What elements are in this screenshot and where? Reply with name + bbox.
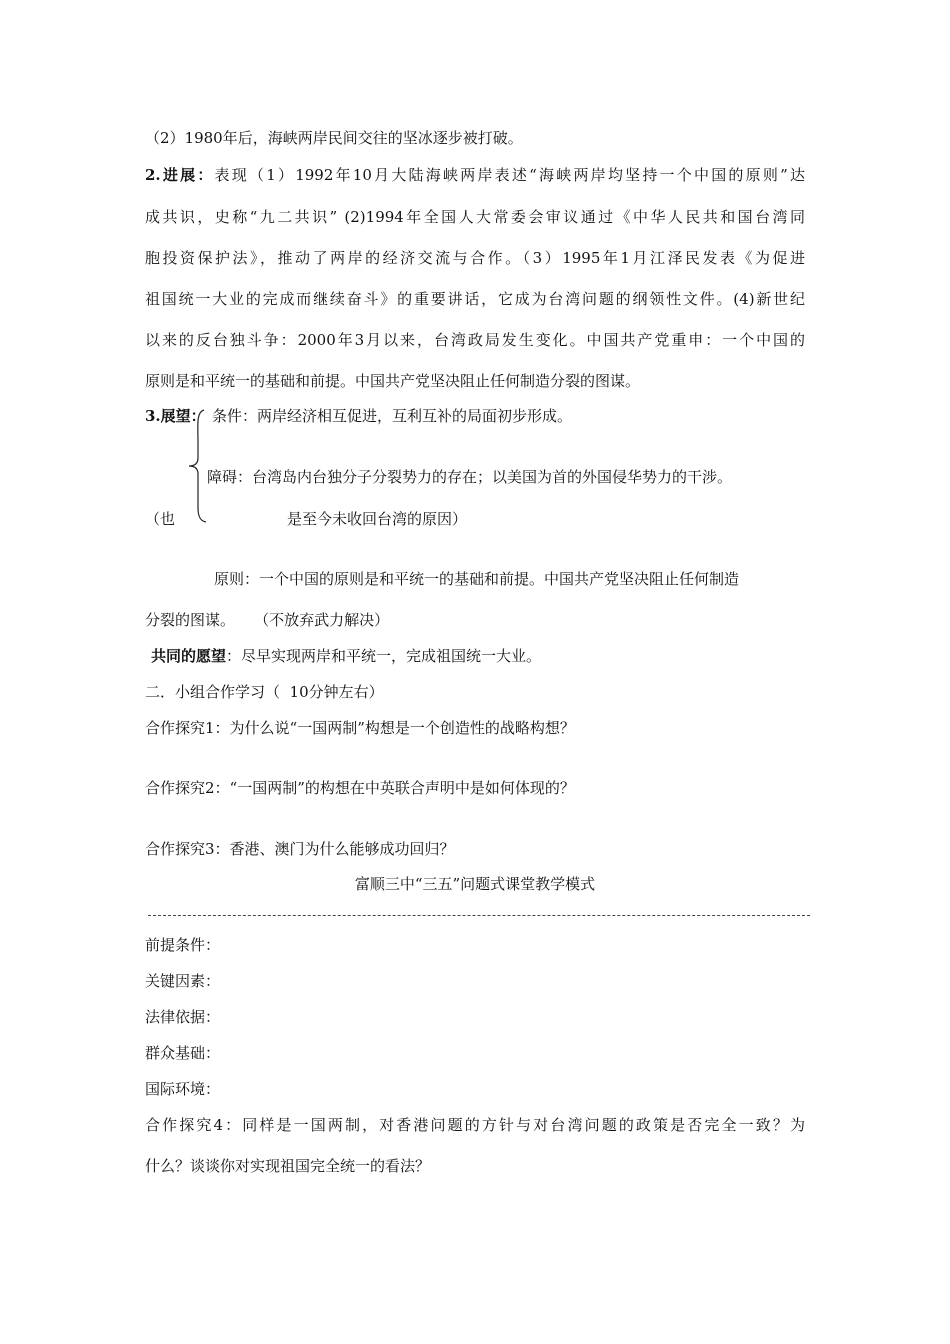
paragraph-line: 是至今未收回台湾的原因） [287, 510, 468, 528]
section-label: 3.展望： [145, 407, 206, 425]
paragraph-line: 条件：两岸经济相互促进，互利互补的局面初步形成。 [212, 407, 573, 425]
paragraph-line: 原则：一个中国的原则是和平统一的基础和前提。中国共产党坚决阻止任何制造 [214, 570, 740, 588]
paragraph-line: （2）1980年后，海峡两岸民间交往的坚冰逐步被打破。 [145, 129, 523, 147]
text-span: ：尽早实现两岸和平统一，完成祖国统一大业。 [226, 647, 542, 665]
paragraph-line [145, 165, 805, 185]
page-header: 富顺三中“三五”问题式课堂教学模式 [354, 875, 596, 893]
answer-field-label: 国际环境： [145, 1080, 221, 1098]
paragraph-line [151, 646, 541, 666]
paragraph-line: 以来的反台独斗争：2000年3月以来，台湾政局发生变化。中国共产党重申：一个中国的 [145, 331, 805, 349]
header-divider [148, 915, 810, 916]
paragraph-line: 障碍：台湾岛内台独分子分裂势力的存在；以美国为首的外国侵华势力的干涉。 [207, 468, 733, 486]
paragraph-line: 原则是和平统一的基础和前提。中国共产党坚决阻止任何制造分裂的图谋。 [145, 372, 641, 390]
paragraph-line: 胞投资保护法》，推动了两岸的经济交流与合作。（3）1995年1月江泽民发表《为促进 [145, 249, 805, 267]
answer-field-label: 法律依据： [145, 1008, 221, 1026]
question-line: 合作探究1：为什么说“一国两制”构想是一个创造性的战略构想？ [145, 719, 575, 737]
paragraph-line: （也 [145, 510, 176, 528]
question-line: 合作探究4：同样是一国两制，对香港问题的方针与对台湾问题的政策是否完全一致？为 [145, 1116, 805, 1134]
text-span: 表现（1）1992年10月大陆海峡两岸表述“海峡两岸均坚持一个中国的原则”达 [214, 166, 805, 184]
brace-icon [186, 408, 206, 524]
paragraph-line: 成共识，史称“九二共识” (2)1994年全国人大常委会审议通过《中华人民共和国台湾同 [145, 208, 805, 226]
answer-field-label: 关键因素： [145, 972, 221, 990]
section-label: 2.进展： [145, 166, 215, 184]
question-line: 合作探究3：香港、澳门为什么能够成功回归？ [145, 840, 455, 858]
answer-field-label: 群众基础： [145, 1044, 221, 1062]
question-line: 什么？谈谈你对实现祖国完全统一的看法？ [145, 1157, 431, 1175]
answer-field-label: 前提条件： [145, 936, 221, 954]
paragraph-line: 分裂的图谋。 （不放弃武力解决） [145, 611, 390, 629]
question-line: 合作探究2：“一国两制”的构想在中英联合声明中是如何体现的？ [145, 779, 575, 797]
section-heading: 二．小组合作学习（ 10分钟左右） [145, 683, 384, 701]
paragraph-line: 祖国统一大业的完成而继续奋斗》的重要讲话，它成为台湾问题的纲领性文件。(4)新世纪 [145, 290, 805, 308]
section-label: 共同的愿望 [151, 647, 227, 665]
